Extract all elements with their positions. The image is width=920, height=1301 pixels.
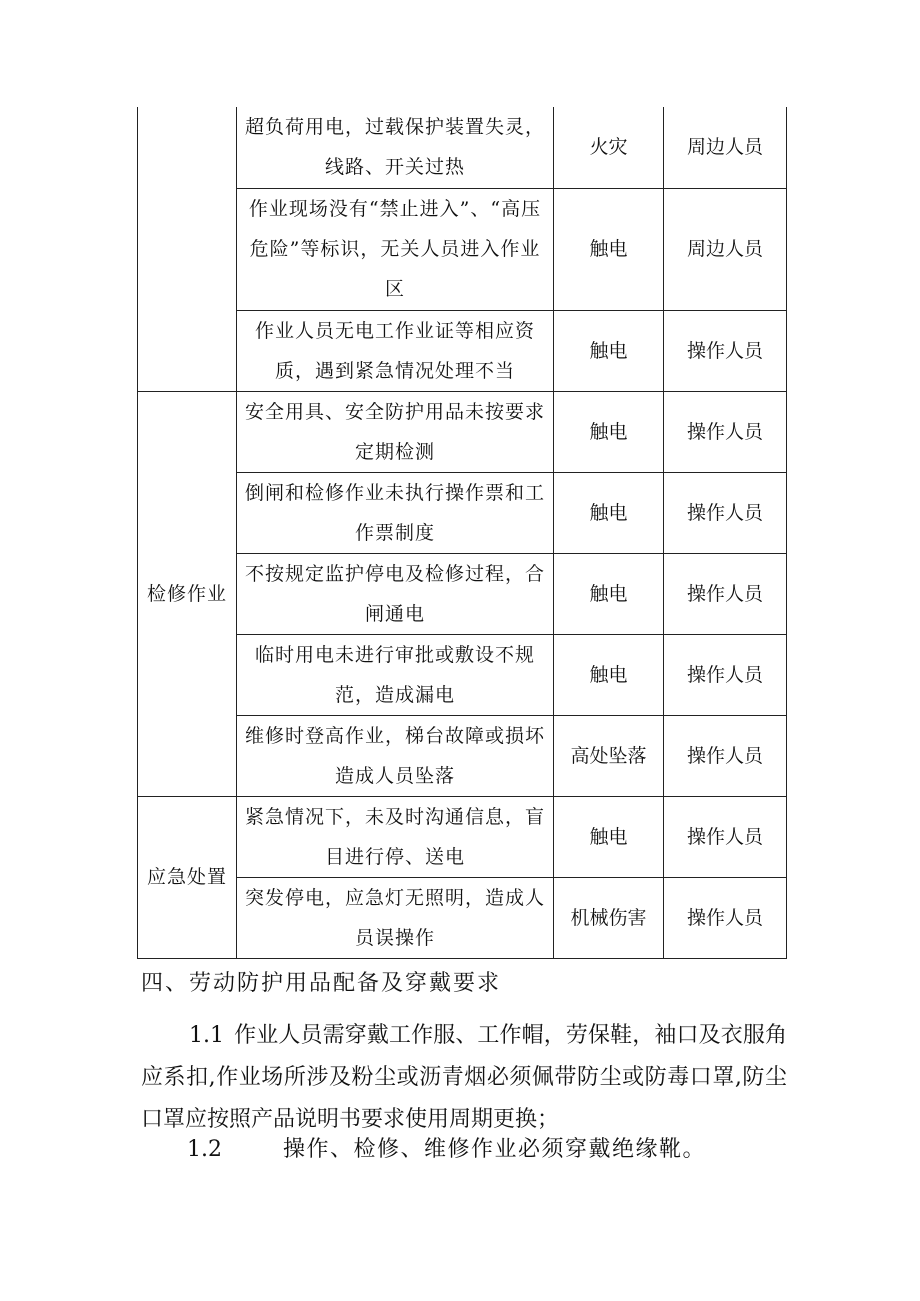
affected-people-cell: 操作人员	[664, 472, 787, 553]
accident-type-cell: 机械伤害	[554, 877, 664, 958]
item-number: 1.1	[189, 1023, 224, 1048]
accident-type-cell: 触电	[554, 796, 664, 877]
hazard-cell: 作业现场没有“禁止进入”、“高压危险”等标识，无关人员进入作业区	[237, 188, 554, 310]
hazard-cell: 突发停电，应急灯无照明，造成人员误操作	[237, 877, 554, 958]
hazard-cell: 倒闸和检修作业未执行操作票和工作票制度	[237, 472, 554, 553]
accident-type-cell: 触电	[554, 634, 664, 715]
affected-people-cell: 操作人员	[664, 796, 787, 877]
affected-people-cell: 操作人员	[664, 310, 787, 391]
hazard-cell: 安全用具、安全防护用品未按要求定期检测	[237, 391, 554, 472]
activity-cell: 应急处置	[138, 796, 237, 958]
affected-people-cell: 操作人员	[664, 391, 787, 472]
affected-people-cell: 操作人员	[664, 634, 787, 715]
accident-type-cell: 触电	[554, 310, 664, 391]
affected-people-cell: 周边人员	[664, 107, 787, 188]
accident-type-cell: 高处坠落	[554, 715, 664, 796]
requirement-item	[141, 1015, 787, 1141]
item-text: 作业人员需穿戴工作服、工作帽，劳保鞋，袖口及衣服角应系扣,作业场所涉及粉尘或沥青烟必须佩带防尘或防毒口罩,防尘口罩应按照产品说明书要求使用周期更换；	[141, 1023, 787, 1132]
accident-type-cell: 触电	[554, 188, 664, 310]
activity-cell: 检修作业	[138, 391, 237, 796]
accident-type-cell: 触电	[554, 472, 664, 553]
hazard-cell: 维修时登高作业，梯台故障或损坏造成人员坠落	[237, 715, 554, 796]
item-text: 操作、检修、维修作业必须穿戴绝缘靴。	[283, 1137, 707, 1162]
accident-type-cell: 触电	[554, 553, 664, 634]
affected-people-cell: 操作人员	[664, 553, 787, 634]
hazard-cell: 作业人员无电工作业证等相应资质，遇到紧急情况处理不当	[237, 310, 554, 391]
accident-type-cell: 火灾	[554, 107, 664, 188]
affected-people-cell: 周边人员	[664, 188, 787, 310]
affected-people-cell: 操作人员	[664, 715, 787, 796]
item-number: 1.2	[187, 1137, 222, 1162]
table-row	[138, 391, 787, 472]
risk-table	[137, 107, 787, 959]
hazard-cell: 临时用电未进行审批或敷设不规范，造成漏电	[237, 634, 554, 715]
affected-people-cell: 操作人员	[664, 877, 787, 958]
hazard-cell: 紧急情况下，未及时沟通信息，盲目进行停、送电	[237, 796, 554, 877]
accident-type-cell: 触电	[554, 391, 664, 472]
activity-cell	[138, 107, 237, 391]
table-row	[138, 107, 787, 188]
table-row	[138, 796, 787, 877]
section-heading: 四、劳动防护用品配备及穿戴要求	[141, 971, 502, 996]
hazard-cell: 不按规定监护停电及检修过程，合闸通电	[237, 553, 554, 634]
hazard-cell: 超负荷用电，过载保护装置失灵，线路、开关过热	[237, 107, 554, 188]
